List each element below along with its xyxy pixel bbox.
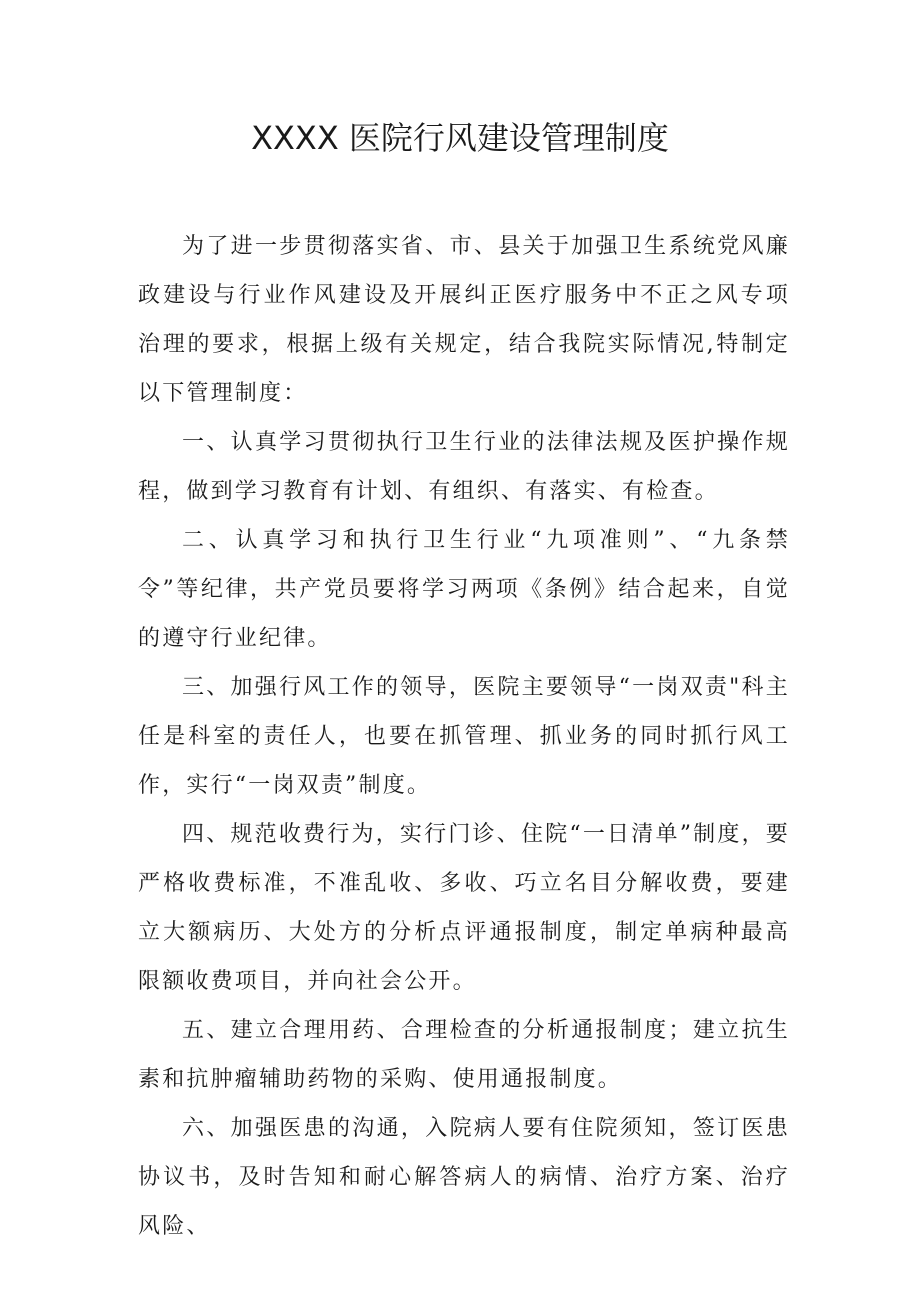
paragraph-item-3: 三、加强行风工作的领导，医院主要领导“一岗双责"科主任是科室的责任人，也要在抓管理、抓业务的同时抓行风工作，实行“一岗双责”制度。: [138, 675, 790, 798]
paragraph-item-6: 六、加强医患的沟通，入院病人要有住院须知，签订医患协议书，及时告知和耐心解答病人的病情、治疗方案、治疗风险、: [138, 1116, 790, 1239]
paragraph-item-4: 四、规范收费行为，实行门诊、住院“一日清单”制度，要严格收费标准，不准乱收、多收、巧立名目分解收费，要建立大额病历、大处方的分析点评通报制度，制定单病种最高限额收费项目，并向社会公开。: [138, 822, 790, 994]
document-body: [138, 222, 790, 1251]
paragraph-intro: 为了进一步贯彻落实省、市、县关于加强卫生系统党风廉政建设与行业作风建设及开展纠正医疗服务中不正之风专项治理的要求，根据上级有关规定，结合我院实际情况,特制定以下管理制度：: [138, 234, 790, 406]
paragraph-item-5: 五、建立合理用药、合理检查的分析通报制度；建立抗生素和抗肿瘤辅助药物的采购、使用通报制度。: [138, 1018, 790, 1092]
paragraph-item-1: 一、认真学习贯彻执行卫生行业的法律法规及医护操作规程，做到学习教育有计划、有组织、有落实、有检查。: [138, 430, 790, 504]
document-title: XXXX 医院行风建设管理制度: [251, 119, 669, 157]
paragraph-item-2: 二、认真学习和执行卫生行业“九项准则”、“九条禁令”等纪律，共产党员要将学习两项《条例》结合起来，自觉的遵守行业纪律。: [138, 528, 790, 651]
